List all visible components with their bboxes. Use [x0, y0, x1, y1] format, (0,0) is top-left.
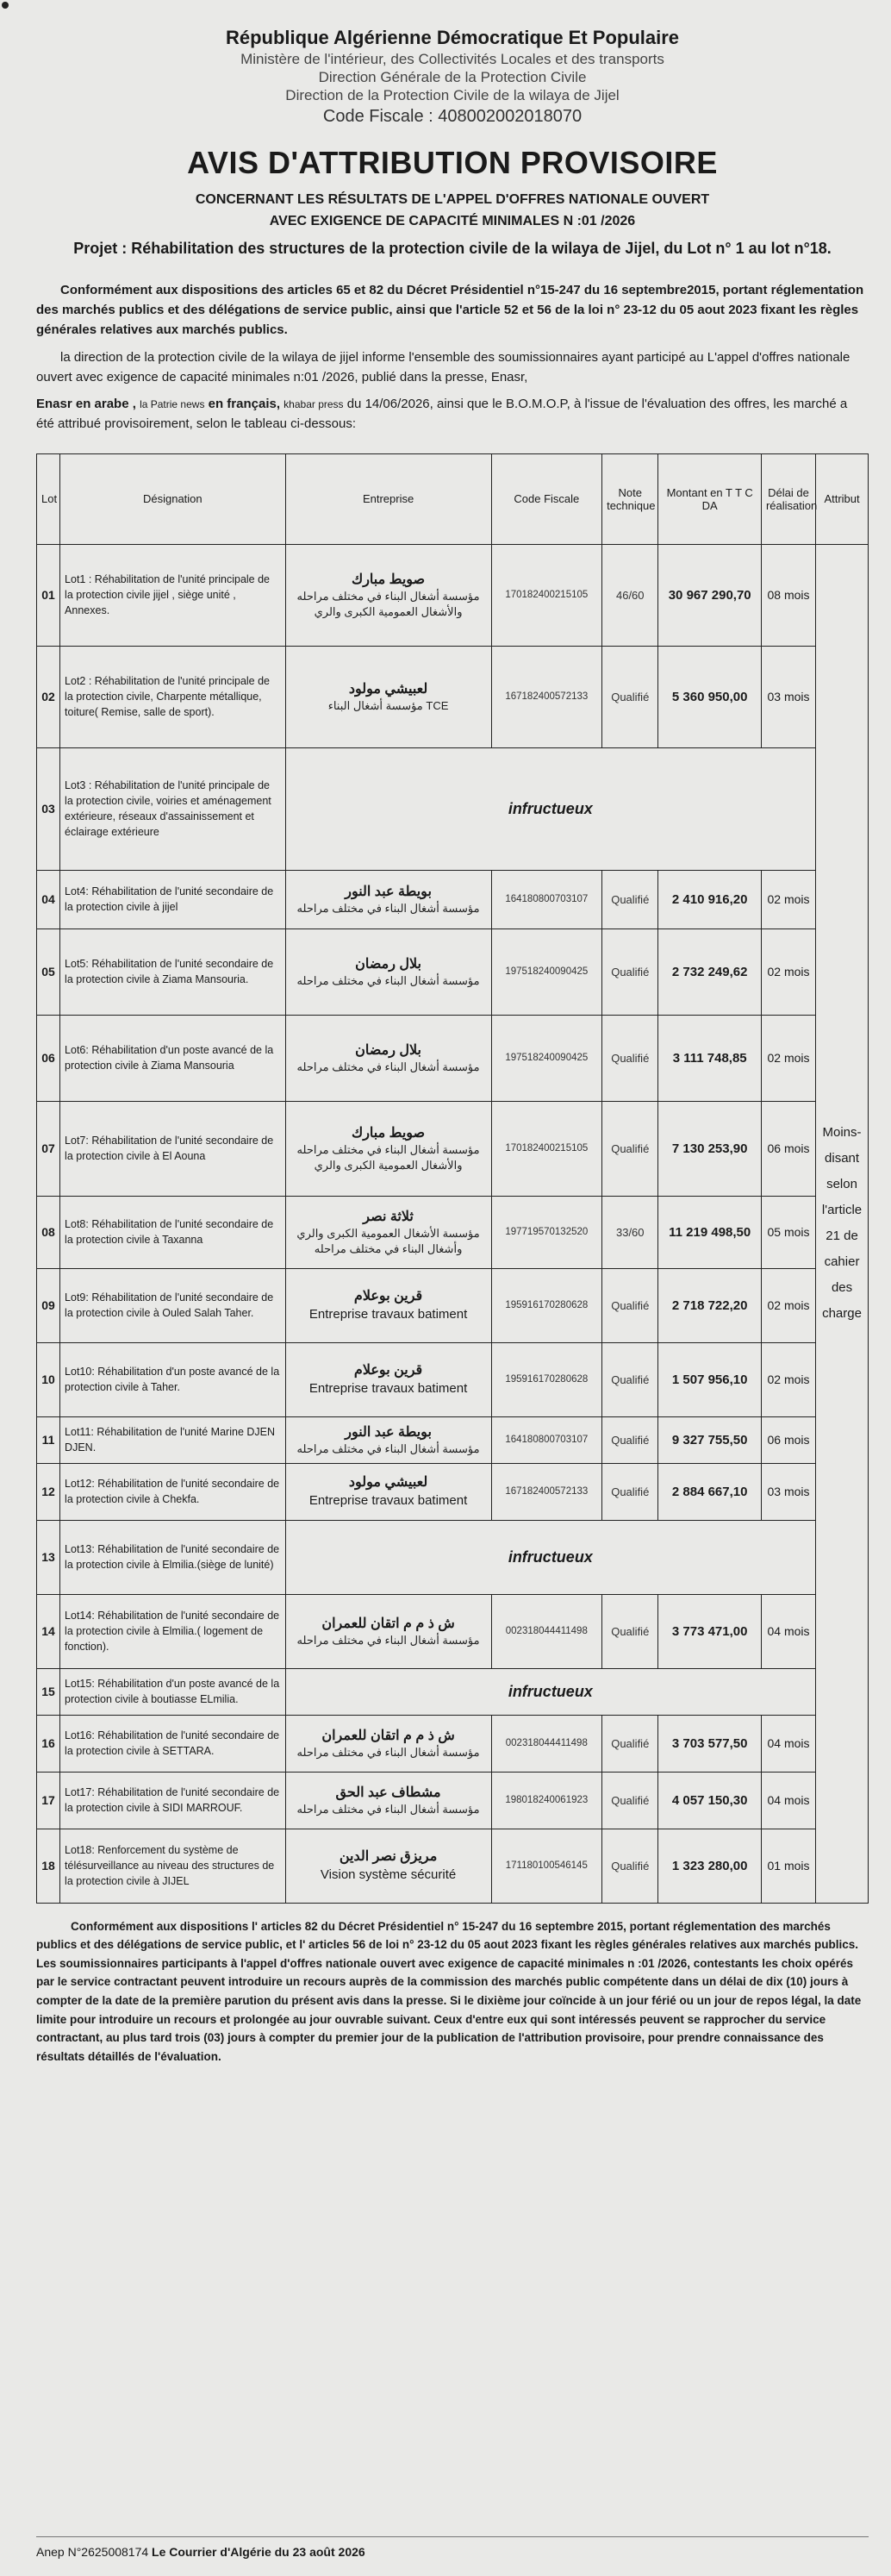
lot-code-fiscale: 164180800703107 [491, 1416, 602, 1463]
lot-number: 04 [37, 870, 60, 928]
lot-infructueux: infructueux [285, 1520, 815, 1594]
table-row [37, 747, 869, 870]
lot-montant: 3 703 577,50 [658, 1715, 761, 1772]
lot-infructueux: infructueux [285, 747, 815, 870]
lot-montant: 1 323 280,00 [658, 1829, 761, 1903]
lot-entreprise [285, 1101, 491, 1196]
attribut-cell: Moins-disant selon l'article 21 de cahier des charge [816, 544, 869, 1903]
intro-paragraph-3 [36, 394, 869, 435]
republic-name: République Algérienne Démocratique Et Populaire [225, 27, 680, 48]
lot-note: Qualifié [602, 1772, 658, 1829]
lot-montant: 30 967 290,70 [658, 544, 761, 646]
press-rest: du 14/06/2026, ainsi que le B.O.M.O.P, à l'issue de l'évaluation des offres, les marché a été attribué provisoirement, selon le tableau ci-dessous: [36, 397, 848, 432]
entreprise-name-ar: صويط مبارك [352, 572, 426, 587]
lot-number: 08 [37, 1196, 60, 1268]
entreprise-type-ar: مؤسسة أشغال البناء في مختلف مراحله [296, 1746, 480, 1760]
entreprise-name-ar: بويطة عبد النور [345, 1424, 432, 1440]
lot-number: 05 [37, 928, 60, 1015]
lot-number: 10 [37, 1342, 60, 1416]
lot-designation: Lot13: Réhabilitation de l'unité secondaire de la protection civile à Elmilia.(siège de lunité) [60, 1520, 286, 1594]
lot-entreprise [285, 1015, 491, 1101]
lot-code-fiscale: 198018240061923 [491, 1772, 602, 1829]
col-note: Note technique [602, 453, 658, 544]
table-row [37, 1772, 869, 1829]
lot-montant: 2 732 249,62 [658, 928, 761, 1015]
table-row [37, 1196, 869, 1268]
lot-designation: Lot1 : Réhabilitation de l'unité principale de la protection civile jijel , siège unité , Annexes. [60, 544, 286, 646]
table-row [37, 1715, 869, 1772]
lot-delai: 05 mois [761, 1196, 815, 1268]
lot-delai: 08 mois [761, 544, 815, 646]
lot-designation: Lot8: Réhabilitation de l'unité secondaire de la protection civile à Taxanna [60, 1196, 286, 1268]
lot-delai: 03 mois [761, 1463, 815, 1520]
lot-designation: Lot6: Réhabilitation d'un poste avancé de la protection civile à Ziama Mansouria [60, 1015, 286, 1101]
lot-montant: 5 360 950,00 [658, 646, 761, 747]
lot-note: Qualifié [602, 646, 658, 747]
press-lang: en français, [208, 397, 280, 412]
lot-delai: 04 mois [761, 1772, 815, 1829]
lot-code-fiscale: 170182400215105 [491, 544, 602, 646]
lot-delai: 04 mois [761, 1715, 815, 1772]
intro-text [36, 280, 869, 435]
lot-note: Qualifié [602, 1829, 658, 1903]
table-row [37, 544, 869, 646]
lot-delai: 02 mois [761, 1015, 815, 1101]
lot-delai: 02 mois [761, 1268, 815, 1342]
lots-table-body [37, 544, 869, 1903]
lot-delai: 06 mois [761, 1416, 815, 1463]
lot-note: Qualifié [602, 1463, 658, 1520]
press-enasr: Enasr en arabe , [36, 397, 136, 412]
entreprise-name-ar: صويط مبارك [352, 1125, 426, 1141]
entreprise-name-ar: ش ذ م م اتقان للعمران [321, 1616, 455, 1631]
lot-entreprise [285, 1268, 491, 1342]
lot-number: 02 [37, 646, 60, 747]
lot-designation: Lot4: Réhabilitation de l'unité secondaire de la protection civile à jijel [60, 870, 286, 928]
entreprise-name-ar: ثلاثة نصر [363, 1209, 414, 1224]
lot-note: Qualifié [602, 1416, 658, 1463]
table-row [37, 1342, 869, 1416]
lot-code-fiscale: 195916170280628 [491, 1342, 602, 1416]
lot-note: Qualifié [602, 1342, 658, 1416]
entreprise-type-ar: مؤسسة أشغال البناء في مختلف مراحله [296, 974, 480, 988]
lot-designation: Lot18: Renforcement du système de télésurveillance au niveau des structures de la protection civile à JIJEL [60, 1829, 286, 1903]
lot-number: 11 [37, 1416, 60, 1463]
notice-title: AVIS D'ATTRIBUTION PROVISOIRE [187, 145, 718, 181]
entreprise-name-ar: قرين بوعلام [353, 1363, 423, 1379]
entreprise-name-ar: مشطاف عبد الحق [335, 1785, 441, 1800]
lot-code-fiscale: 002318044411498 [491, 1594, 602, 1668]
entreprise-type-fr: Entreprise travaux batiment [308, 1492, 468, 1508]
table-row [37, 1101, 869, 1196]
entreprise-type-fr: Entreprise travaux batiment [308, 1306, 468, 1322]
lot-note: 33/60 [602, 1196, 658, 1268]
lot-designation: Lot11: Réhabilitation de l'unité Marine DJEN DJEN. [60, 1416, 286, 1463]
lot-delai: 03 mois [761, 646, 815, 747]
entreprise-type-ar: TCE مؤسسة أشغال البناء [327, 699, 449, 713]
col-montant: Montant en T T C DA [658, 453, 761, 544]
lot-code-fiscale: 197518240090425 [491, 1015, 602, 1101]
entreprise-type-ar: مؤسسة أشغال البناء في مختلف مراحله [296, 1803, 480, 1816]
lot-number: 03 [37, 747, 60, 870]
document [36, 26, 869, 2066]
col-lot: Lot [37, 453, 60, 544]
lot-note: Qualifié [602, 1594, 658, 1668]
lot-designation: Lot10: Réhabilitation d'un poste avancé de la protection civile à Taher. [60, 1342, 286, 1416]
entreprise-type-ar: مؤسسة أشغال البناء في مختلف مراحله والأشغال العمومية الكبرى والري [296, 590, 480, 618]
lot-note: Qualifié [602, 1101, 658, 1196]
intro-paragraph-2: la direction de la protection civile de la wilaya de jijel informe l'ensemble des soumissionnaires ayant participé au L'appel d'offres nationale ouvert avec exigence de capacité minimales n:01 /2026, publié dans la presse, Enasr, [36, 349, 850, 385]
lot-code-fiscale: 164180800703107 [491, 870, 602, 928]
entreprise-name-ar: مريزق نصر الدين [339, 1849, 438, 1865]
lot-number: 13 [37, 1520, 60, 1594]
lot-entreprise [285, 870, 491, 928]
entreprise-type-ar: مؤسسة أشغال البناء في مختلف مراحله [296, 1442, 480, 1456]
lot-note: Qualifié [602, 870, 658, 928]
subtitle-line-2: AVEC EXIGENCE DE CAPACITÉ MINIMALES N :01 /2026 [269, 214, 636, 229]
lot-entreprise [285, 928, 491, 1015]
lot-entreprise [285, 1463, 491, 1520]
lot-designation: Lot7: Réhabilitation de l'unité secondaire de la protection civile à El Aouna [60, 1101, 286, 1196]
ministry-name: Ministère de l'intérieur, des Collectivités Locales et des transports [240, 50, 664, 67]
lot-code-fiscale: 002318044411498 [491, 1715, 602, 1772]
table-row [37, 1668, 869, 1715]
newspaper-date: Le Courrier d'Algérie du 23 août 2026 [152, 2545, 365, 2559]
lot-note: Qualifié [602, 928, 658, 1015]
lot-code-fiscale: 197518240090425 [491, 928, 602, 1015]
anep-number: Anep N°2625008174 [36, 2545, 149, 2559]
lot-designation: Lot16: Réhabilitation de l'unité secondaire de la protection civile à SETTARA. [60, 1715, 286, 1772]
lot-number: 01 [37, 544, 60, 646]
entreprise-name-ar: لعبيشي مولود [348, 681, 428, 697]
lot-montant: 3 773 471,00 [658, 1594, 761, 1668]
entreprise-name-ar: بلال رمضان [355, 1042, 421, 1058]
notice-subtitle [36, 190, 869, 233]
entreprise-name-ar: بلال رمضان [355, 956, 421, 972]
press-patrie: la Patrie news [140, 398, 205, 411]
lot-note: 46/60 [602, 544, 658, 646]
lot-entreprise [285, 646, 491, 747]
table-row [37, 870, 869, 928]
table-row [37, 1015, 869, 1101]
lot-entreprise [285, 1715, 491, 1772]
subtitle-line-1: CONCERNANT LES RÉSULTATS DE L'APPEL D'OFFRES NATIONALE OUVERT [195, 192, 710, 208]
entreprise-type-ar: مؤسسة أشغال البناء في مختلف مراحله [296, 1060, 480, 1074]
letterhead [36, 26, 869, 128]
table-row [37, 1829, 869, 1903]
table-row [37, 1416, 869, 1463]
lot-designation: Lot14: Réhabilitation de l'unité secondaire de la protection civile à Elmilia.( logement de fonction). [60, 1594, 286, 1668]
lot-entreprise [285, 1594, 491, 1668]
lot-code-fiscale: 171180100546145 [491, 1829, 602, 1903]
lot-montant: 1 507 956,10 [658, 1342, 761, 1416]
intro-paragraph-1: Conformément aux dispositions des articles 65 et 82 du Décret Présidentiel n°15-247 du 16 septembre2015, portant réglementation des marchés publics et des délégations de service public, ainsi que l'article 52 et 56 de la loi n° 23-12 du 05 aout 2023 fixant les règles générales relatives aux marchés publics. [36, 282, 864, 338]
press-khabar: khabar press [284, 398, 344, 411]
lot-code-fiscale: 197719570132520 [491, 1196, 602, 1268]
lot-delai: 02 mois [761, 870, 815, 928]
lot-number: 09 [37, 1268, 60, 1342]
lot-delai: 02 mois [761, 928, 815, 1015]
lot-number: 16 [37, 1715, 60, 1772]
col-entreprise: Entreprise [285, 453, 491, 544]
entreprise-type-fr: Entreprise travaux batiment [308, 1380, 468, 1396]
table-row [37, 1594, 869, 1668]
lot-montant: 2 410 916,20 [658, 870, 761, 928]
lot-number: 06 [37, 1015, 60, 1101]
lot-montant: 4 057 150,30 [658, 1772, 761, 1829]
lot-code-fiscale: 170182400215105 [491, 1101, 602, 1196]
table-row [37, 1463, 869, 1520]
lot-delai: 01 mois [761, 1829, 815, 1903]
footer [36, 2545, 365, 2559]
closing-text [36, 1917, 869, 2066]
lot-entreprise [285, 1416, 491, 1463]
lot-designation: Lot15: Réhabilitation d'un poste avancé de la protection civile à boutiasse ELmilia. [60, 1668, 286, 1715]
lot-number: 15 [37, 1668, 60, 1715]
entreprise-type-ar: مؤسسة أشغال البناء في مختلف مراحله والأشغال العمومية الكبرى والري [296, 1143, 480, 1172]
lot-delai: 02 mois [761, 1342, 815, 1416]
lot-note: Qualifié [602, 1715, 658, 1772]
closing-paragraph: Conformément aux dispositions l' articles 82 du Décret Présidentiel n° 15-247 du 16 septembre 2015, portant réglementation des marchés publics et des délégations de service public, et l' articles 56 de loi n° 23-12 du 05 aout 2023 fixant les règles générales relatives aux marchés publics. Les soumissionnaires participants à l'appel d'offres nationale ouvert avec exigence de capacité minimales n :01 /2026, contestants les choix opérés par le service contractant peuvent introduire un recours auprès de la commission des marchés public compétente dans un délai de dix (10) jours à compter de la date de la première parution du présent avis dans la presse. Si le dixième jour coïncide à un jour férié ou un jour de repos légal, la date limite pour introduire un recours et prolongée au jour ouvrable suivant. Ceux d'entre eux qui sont intéressés peuvent se rapprocher du service contractant, au plus tard trois (03) jours à compter du premier jour de la publication de l'attribution provisoire, pour prendre connaissance des résultats détaillés de l'évaluation. [36, 1919, 862, 2063]
lot-code-fiscale: 195916170280628 [491, 1268, 602, 1342]
lot-montant: 11 219 498,50 [658, 1196, 761, 1268]
lot-montant: 3 111 748,85 [658, 1015, 761, 1101]
lot-montant: 9 327 755,50 [658, 1416, 761, 1463]
entreprise-name-ar: لعبيشي مولود [348, 1475, 428, 1491]
col-code: Code Fiscale [491, 453, 602, 544]
col-attribut: Attribut [816, 453, 869, 544]
page-edge-mark [0, 0, 16, 12]
lot-entreprise [285, 544, 491, 646]
lot-entreprise [285, 1342, 491, 1416]
entreprise-type-fr: Vision système sécurité [320, 1866, 457, 1882]
lots-table [36, 453, 869, 1904]
lot-designation: Lot17: Réhabilitation de l'unité secondaire de la protection civile à SIDI MARROUF. [60, 1772, 286, 1829]
direction-generale: Direction Générale de la Protection Civile [318, 68, 587, 85]
lot-number: 14 [37, 1594, 60, 1668]
lot-entreprise [285, 1772, 491, 1829]
lot-designation: Lot12: Réhabilitation de l'unité secondaire de la protection civile à Chekfa. [60, 1463, 286, 1520]
entreprise-type-ar: مؤسسة أشغال البناء في مختلف مراحله [296, 1634, 480, 1648]
lot-designation: Lot9: Réhabilitation de l'unité secondaire de la protection civile à Ouled Salah Taher. [60, 1268, 286, 1342]
entreprise-name-ar: بويطة عبد النور [345, 884, 432, 899]
lot-montant: 7 130 253,90 [658, 1101, 761, 1196]
lot-note: Qualifié [602, 1015, 658, 1101]
table-row [37, 928, 869, 1015]
lot-montant: 2 718 722,20 [658, 1268, 761, 1342]
entreprise-type-ar: مؤسسة الأشغال العمومية الكبرى والري وأشغال البناء في مختلف مراحله [296, 1227, 480, 1255]
table-row [37, 646, 869, 747]
direction-wilaya: Direction de la Protection Civile de la wilaya de Jijel [285, 87, 620, 103]
lot-designation: Lot2 : Réhabilitation de l'unité principale de la protection civile, Charpente métallique, toiture( Remise, salle de sport). [60, 646, 286, 747]
lot-code-fiscale: 167182400572133 [491, 1463, 602, 1520]
lot-number: 07 [37, 1101, 60, 1196]
lot-number: 12 [37, 1463, 60, 1520]
entreprise-name-ar: قرين بوعلام [353, 1289, 423, 1304]
table-row [37, 1268, 869, 1342]
col-designation: Désignation [60, 453, 286, 544]
lot-number: 18 [37, 1829, 60, 1903]
lot-code-fiscale: 167182400572133 [491, 646, 602, 747]
lot-entreprise [285, 1829, 491, 1903]
lot-infructueux: infructueux [285, 1668, 815, 1715]
lot-delai: 06 mois [761, 1101, 815, 1196]
lot-note: Qualifié [602, 1268, 658, 1342]
lot-montant: 2 884 667,10 [658, 1463, 761, 1520]
lot-delai: 04 mois [761, 1594, 815, 1668]
project-line: Projet : Réhabilitation des structures de la protection civile de la wilaya de Jijel, du Lot n° 1 au lot n°18. [73, 239, 832, 257]
entreprise-name-ar: ش ذ م م اتقان للعمران [321, 1728, 455, 1743]
entreprise-type-ar: مؤسسة أشغال البناء في مختلف مراحله [296, 902, 480, 916]
lot-entreprise [285, 1196, 491, 1268]
table-header-row [37, 453, 869, 544]
table-row [37, 1520, 869, 1594]
footer-divider [36, 2536, 869, 2537]
col-delai: Délai de réalisation [761, 453, 815, 544]
code-fiscale: Code Fiscale : 408002002018070 [322, 107, 583, 127]
lot-designation: Lot5: Réhabilitation de l'unité secondaire de la protection civile à Ziama Mansouria. [60, 928, 286, 1015]
lot-number: 17 [37, 1772, 60, 1829]
lot-designation: Lot3 : Réhabilitation de l'unité principale de la protection civile, voiries et aménagement extérieure, réseaux d'assainissement et éclairage extérieure [60, 747, 286, 870]
